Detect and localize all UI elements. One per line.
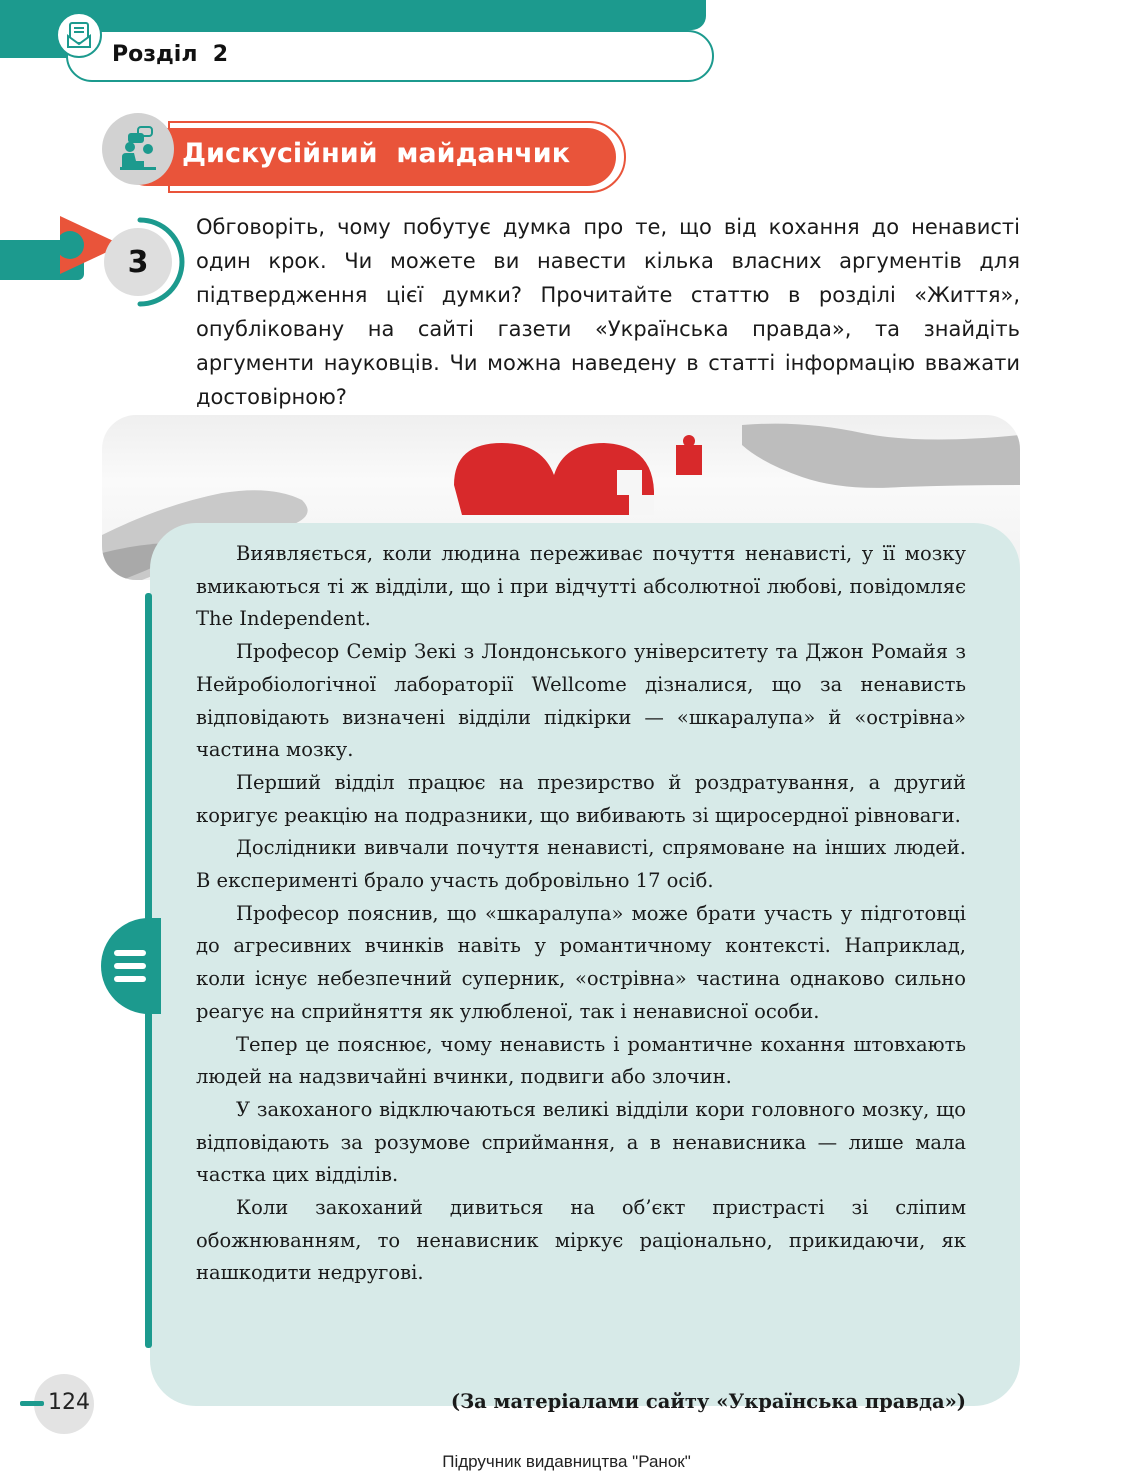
- discussion-people-icon: [102, 113, 174, 185]
- article-source: (За матеріалами сайту «Українська правда»): [450, 1390, 966, 1413]
- article-paragraph: Перший відділ працює на презирство й роздратування, а другий коригує реакцію на подразники, що вибивають зі щиросердної рівноваги.: [196, 770, 966, 827]
- header-bar: [0, 0, 706, 30]
- header-icon-circle: [56, 12, 102, 58]
- page-number-dash: [20, 1401, 44, 1406]
- section-label: Розділ 2: [112, 42, 229, 67]
- article-paragraph: Тепер це пояснює, чому ненависть і романтичне кохання штовхають людей на надзвичайні вчинки, подвиги або злочин.: [196, 1032, 966, 1089]
- article-paragraph: Коли закоханий дивиться на об’єкт пристрасті зі сліпим обожнюванням, то ненависник міркує раціонально, прикидаючи, як нашкодити недругові.: [196, 1196, 966, 1285]
- banner-title: Дискусійний майданчик: [182, 138, 571, 169]
- page-number: 124: [48, 1390, 90, 1415]
- article-body: [196, 538, 966, 1290]
- article-paragraph: У закоханого відключаються великі відділи кори головного мозку, що відповідають за розумове сприймання, а в ненависника — лише мала частка цих відділів.: [196, 1097, 966, 1187]
- task-text: Обговоріть, чому побутує думка про те, що від кохання до ненависті один крок. Чи можете ви навести кілька власних аргументів для підтвердження цієї думки? Прочитайте статтю в розділі «Життя», опубліковану на сайті газети «Українська правда», та знайдіть аргументи науковців. Чи можна наведену в статті інформацію вважати достовірною?: [196, 215, 1020, 409]
- article-paragraph: Професор Семір Зекі з Лондонського університету та Джон Ромайя з Нейробіологічної лабораторії Wellcome дізналися, що за ненависть відповідають визначені відділи підкірки — «шкаралупа» й «острівна» частина мозку.: [196, 640, 966, 762]
- document-icon: [58, 14, 100, 56]
- task-number: 3: [104, 228, 172, 296]
- publisher-footer: Підручник видавництва "Ранок": [442, 1452, 691, 1471]
- article-paragraph: Дослідники вивчали почуття ненависті, спрямоване на інших людей. В експерименті брало участь добровільно 17 осіб.: [196, 836, 966, 893]
- text-lines-icon: [114, 948, 146, 984]
- article-paragraph: Професор пояснив, що «шкаралупа» може брати участь у підготовці до агресивних вчинків навіть у романтичному контексті. Наприклад, коли існує небезпечний суперник, «острівна» частина однаково сильно реагує на сприйняття як улюбленої, так і ненависної особи.: [196, 901, 966, 1023]
- article-paragraph: Виявляється, коли людина переживає почуття ненависті, у її мозку вмикаються ті ж відділи, що і при відчутті абсолютної любові, повідомляє The Independent.: [196, 542, 966, 631]
- banner-icon-circle: [102, 113, 174, 185]
